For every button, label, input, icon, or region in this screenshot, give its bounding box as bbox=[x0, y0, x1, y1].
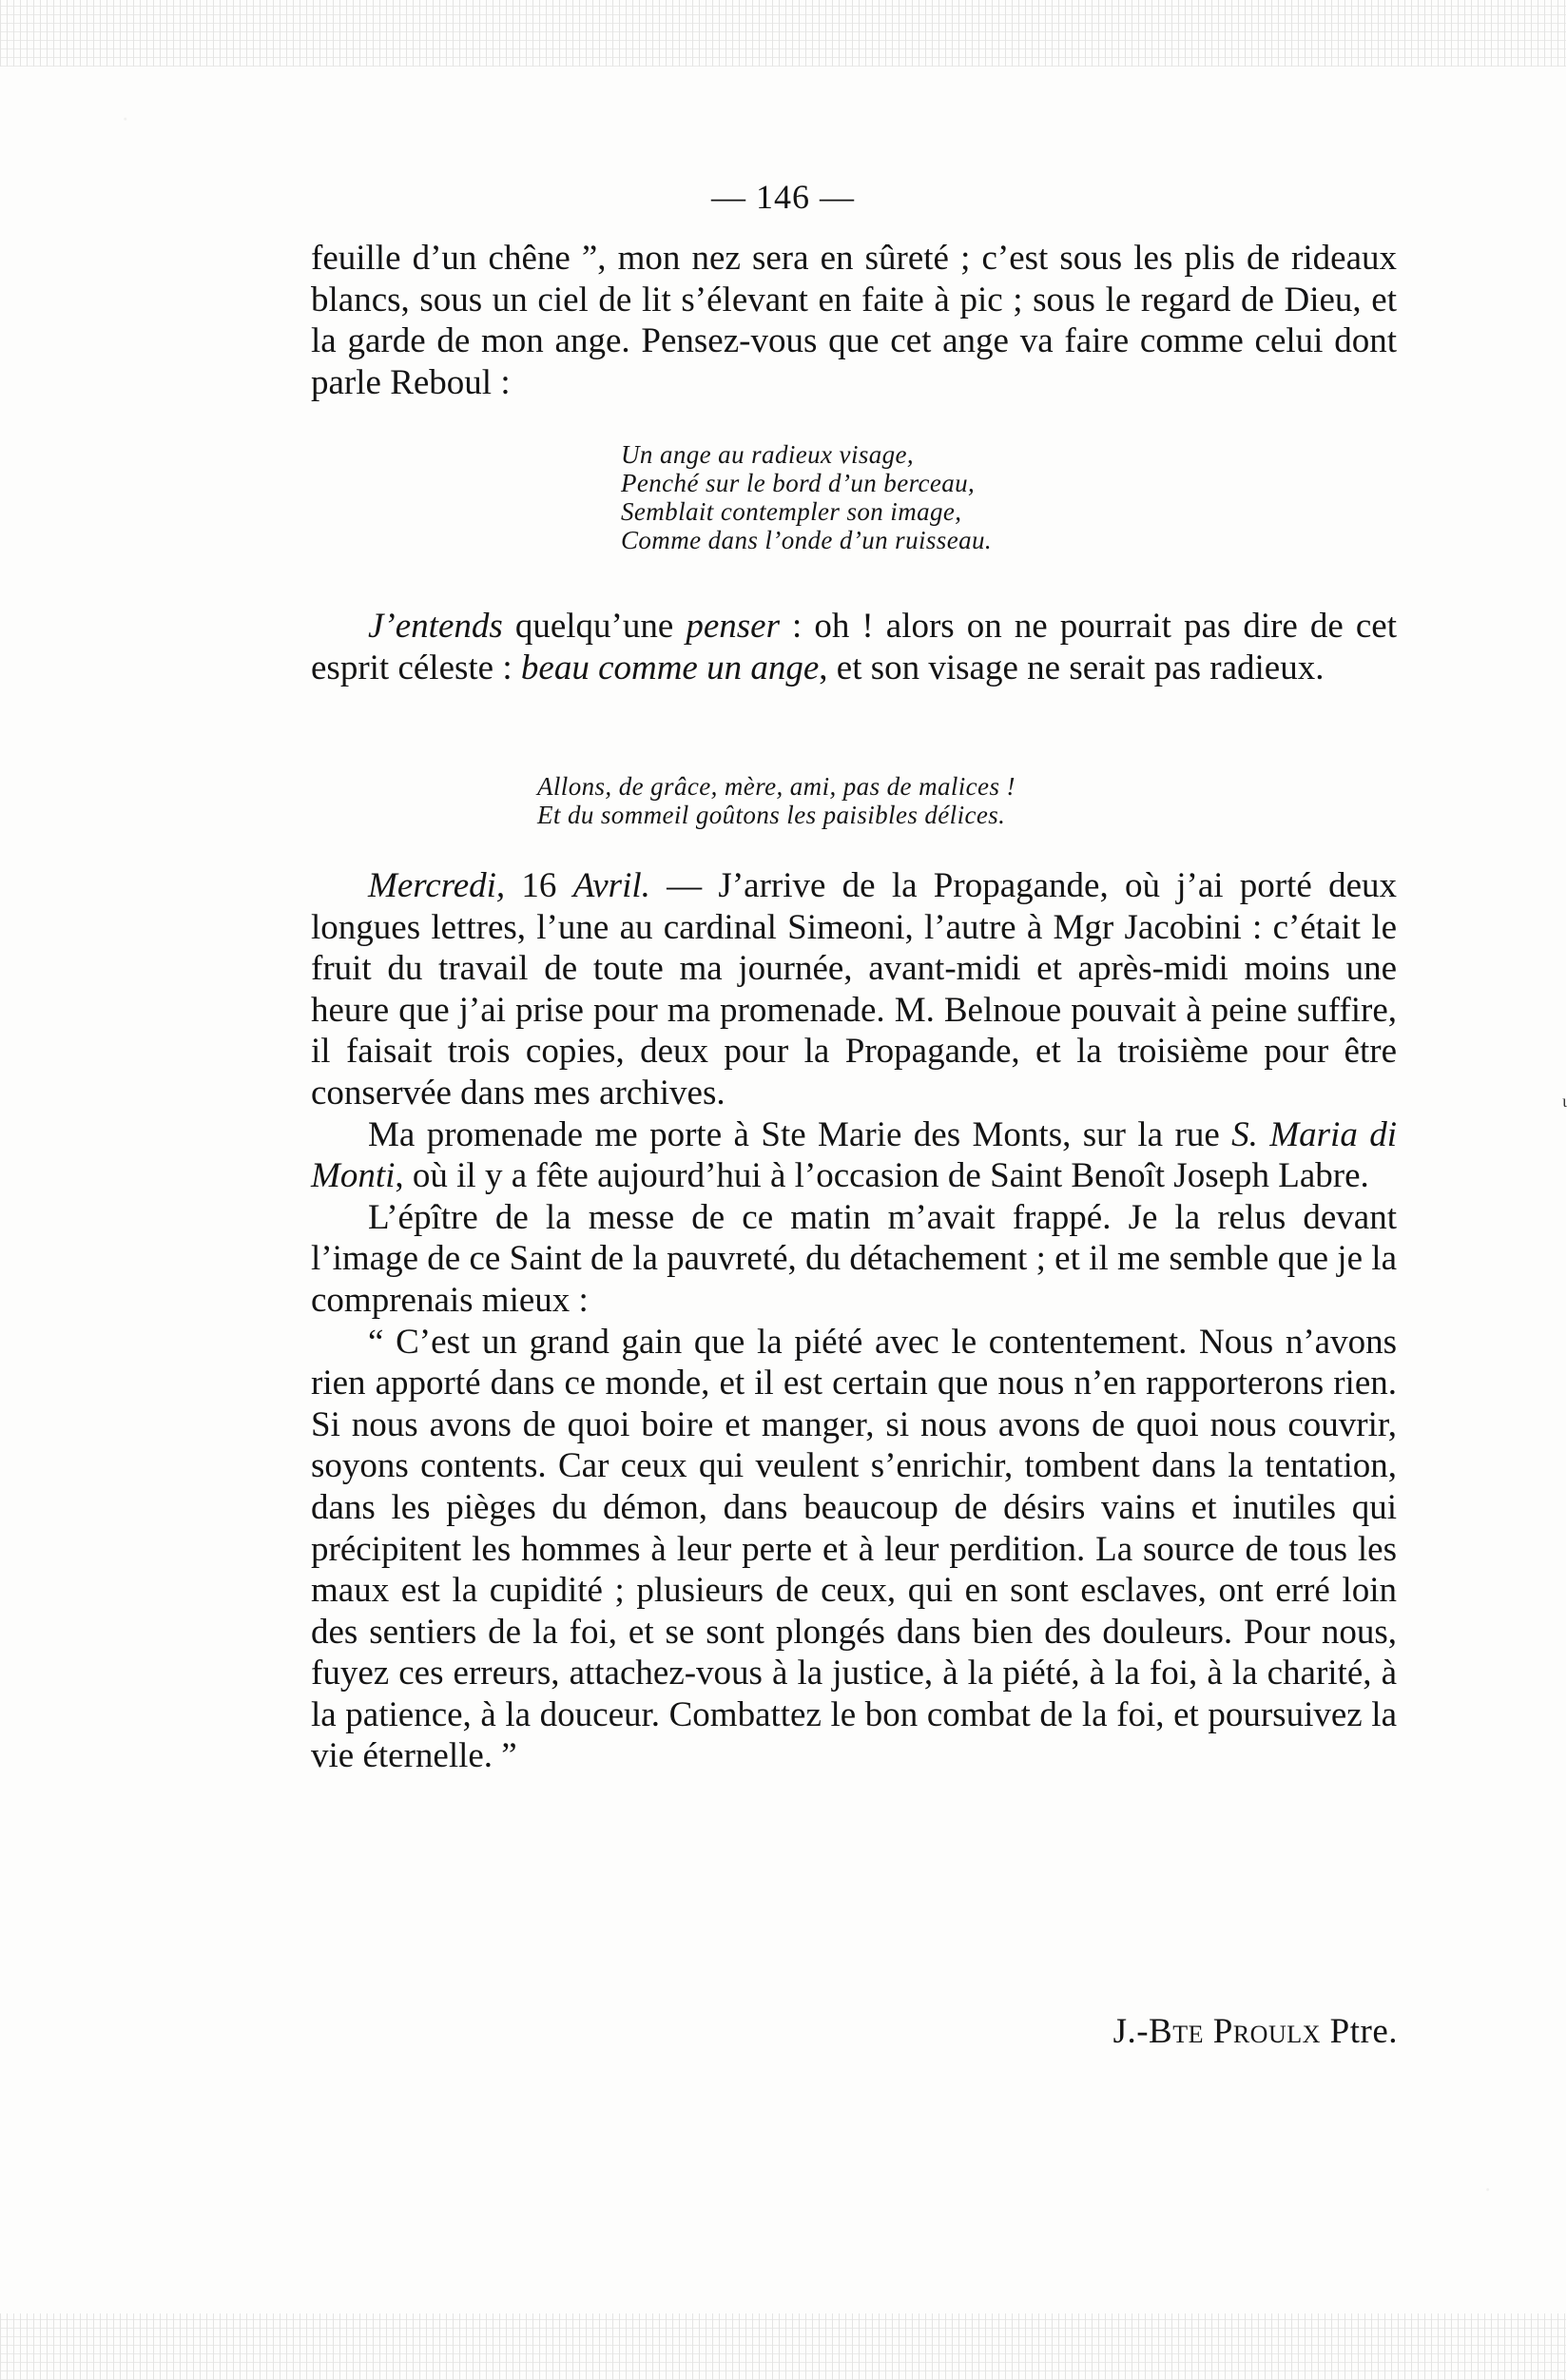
text-run: , et son visage ne serait pas radieux. bbox=[819, 648, 1325, 687]
paragraph-reboul bbox=[311, 238, 1397, 403]
verse-line: Semblait contempler son image, bbox=[621, 497, 962, 526]
diary-paragraph bbox=[311, 865, 1397, 1114]
emphasis: J’entends bbox=[368, 607, 503, 646]
signature bbox=[951, 2011, 1398, 2052]
emphasis: penser bbox=[686, 607, 780, 646]
page-number: — 146 — bbox=[711, 178, 855, 216]
epitre-paragraph: L’épître de la messe de ce matin m’avait frappé. Je la relus devant l’image de ce Saint de la pauvreté, du détachement ; et il me semble que je la comprenais mieux : bbox=[311, 1197, 1397, 1320]
verse-line: Allons, de grâce, mère, ami, pas de malices ! bbox=[537, 772, 1016, 801]
verse-line: Un ange au radieux visage, bbox=[621, 440, 915, 469]
emphasis: beau comme un ange bbox=[520, 648, 820, 687]
verse-line: Comme dans l’onde d’un ruisseau. bbox=[621, 526, 993, 554]
text-run: — J’arrive de la Propagande, où j’ai porté deux longues lettres, l’une au cardinal Simeoni, l’autre à Mgr Jacobini : c’était le fruit du travail de toute ma journée, avant-midi et après-midi moins une heure que j’ai prise pour ma promenade. M. Belnoue pouvait à peine suffire, il faisait trois copies, deux pour la Propagande, et la troisième pour être conservée dans mes archives. bbox=[311, 866, 1398, 1113]
signature-name: Proulx bbox=[1204, 2012, 1321, 2051]
verse-line: Penché sur le bord d’un berceau, bbox=[621, 469, 976, 497]
scan-edge-top bbox=[0, 0, 1566, 67]
verse-line: Et du sommeil goûtons les paisibles délices. bbox=[537, 801, 1006, 829]
verse-sommeil bbox=[537, 772, 1016, 829]
date-month: Avril. bbox=[572, 866, 650, 905]
scan-edge-bottom bbox=[0, 2313, 1566, 2380]
paragraph-text bbox=[311, 606, 1397, 688]
signature-bte: Bte bbox=[1149, 2012, 1204, 2051]
verse-ange bbox=[621, 440, 992, 554]
text-run: : oh ! alors on ne pourrait pas dire de cet esprit céleste : bbox=[311, 607, 1397, 687]
text-run: , où il y a fête aujourd’hui à l’occasion de Saint Benoît Joseph Labre. bbox=[395, 1156, 1369, 1196]
margin-mark: ι bbox=[1562, 1092, 1567, 1111]
date-day: 16 bbox=[505, 866, 573, 905]
text-run: Ma promenade me porte à Ste Marie des Monts, sur la rue bbox=[368, 1114, 1232, 1154]
emphasis: S. Maria di Monti bbox=[311, 1114, 1397, 1196]
quote-paragraph: “ C’est un grand gain que la piété avec le contentement. Nous n’avons rien apporté dans ce monde, et il est certain que nous n’en rapporterons rien. Si nous avons de quoi boire et manger, si nous avons de quoi nous couvrir, soyons contents. Car ceux qui veulent s’enrichir, tombent dans la tentation, dans les pièges du démon, dans beaucoup de désirs vains et inutiles qui précipitent les hommes à leur perte et à leur perdition. La source de tous les maux est la cupidité ; plusieurs de ceux, qui en sont esclaves, ont erré loin des sentiers de la foi, et se sont plongés dans bien des douleurs. Pour nous, fuyez ces erreurs, attachez-vous à la justice, à la piété, à la foi, à la charité, à la patience, à la douceur. Combattez le bon combat de la foi, et poursuivez la vie éternelle. ” bbox=[311, 1322, 1397, 1776]
date-weekday: Mercredi, bbox=[368, 866, 506, 905]
promenade-paragraph bbox=[311, 1114, 1397, 1197]
paragraph-text: feuille d’un chêne ”, mon nez sera en sûreté ; c’est sous les plis de rideaux blancs, sous un ciel de lit s’élevant en faite à pic ; sous le regard de Dieu, et la garde de mon ange. Pensez-vous que cet ange va faire comme celui dont parle Reboul : bbox=[311, 239, 1397, 402]
text-run: quelqu’une bbox=[502, 607, 687, 646]
diary-entry bbox=[311, 865, 1397, 1777]
paragraph-jentends bbox=[311, 606, 1397, 688]
signature-title: Ptre. bbox=[1320, 2012, 1398, 2051]
signature-initial: J.- bbox=[1112, 2012, 1150, 2051]
